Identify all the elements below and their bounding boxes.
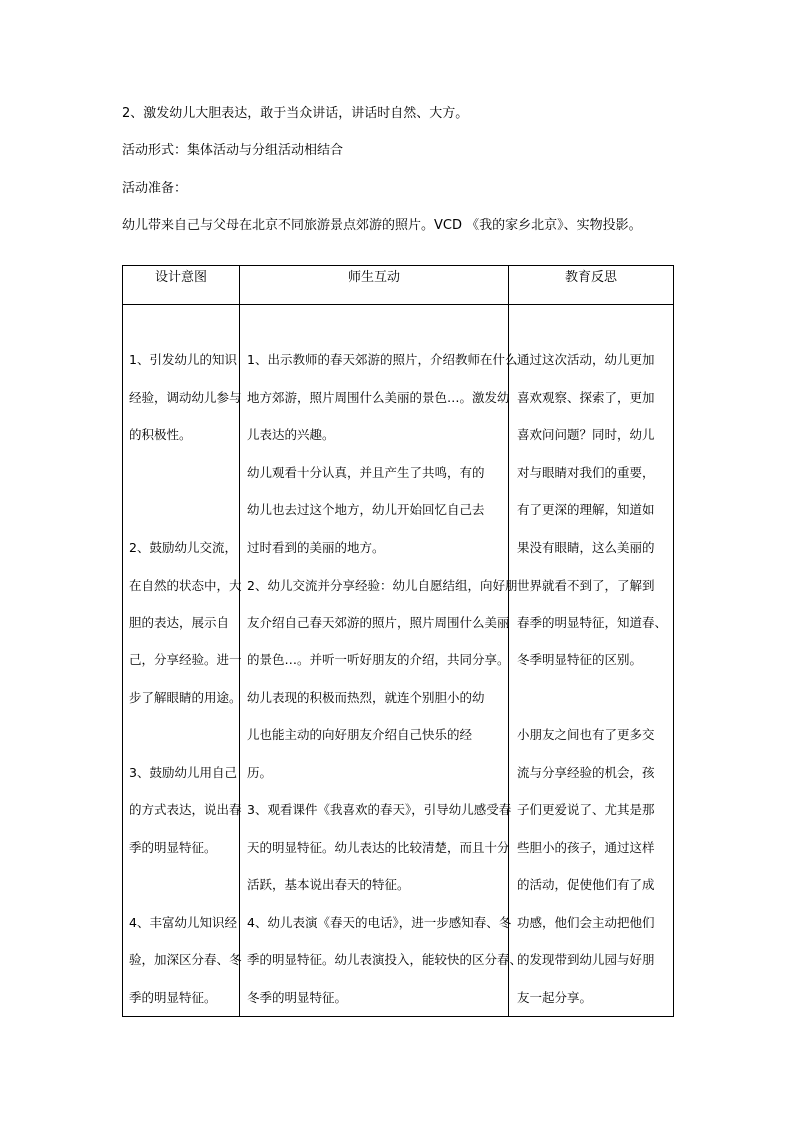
reflection-line: 世界就看不到了，了解到 (517, 578, 655, 593)
interaction-line: 幼儿观看十分认真，并且产生了共鸣，有的 (247, 465, 485, 480)
table-body-row (123, 305, 674, 1017)
reflection-line: 冬季明显特征的区别。 (517, 652, 643, 667)
interaction-line: 幼儿表现的积极而热烈，就连个别胆小的幼 (247, 690, 485, 705)
goal-paragraph: 2、激发幼儿大胆表达，敢于当众讲话，讲话时自然、大方。 (122, 106, 469, 121)
intent-line: 步了解眼睛的用途。 (129, 690, 242, 705)
reflection-line: 有了更深的理解，知道如 (517, 502, 655, 517)
reflection-line: 春季的明显特征，知道春、 (517, 615, 668, 630)
reflection-line: 的发现带到幼儿园与好朋 (517, 952, 655, 967)
intent-line: 4、丰富幼儿知识经 (129, 915, 237, 930)
interaction-line: 1、出示教师的春天郊游的照片，介绍教师在什么 (247, 352, 518, 367)
interaction-line: 地方郊游，照片周围什么美丽的景色…。激发幼 (247, 390, 510, 405)
interaction-line: 4、幼儿表演《春天的电话》，进一步感知春、冬 (247, 915, 512, 930)
interaction-line: 友介绍自己春天郊游的照片，照片周围什么美丽 (247, 615, 510, 630)
interaction-line: 冬季的明显特征。 (247, 990, 348, 1005)
intent-line: 2、鼓励幼儿交流， (129, 540, 237, 555)
reflection-line: 流与分享经验的机会，孩 (517, 765, 655, 780)
interaction-line: 幼儿也去过这个地方，幼儿开始回忆自己去 (247, 502, 485, 517)
intent-line: 的积极性。 (129, 427, 192, 442)
preparation-heading: 活动准备： (122, 181, 188, 196)
reflection-cell (509, 305, 674, 1017)
interaction-line: 天的明显特征。幼儿表达的比较清楚，而且十分 (247, 840, 510, 855)
table-header-row (123, 266, 674, 305)
interaction-line: 季的明显特征。幼儿表演投入，能较快的区分春、 (247, 952, 523, 967)
reflection-line: 小朋友之间也有了更多交 (517, 727, 655, 742)
lesson-plan-table (122, 265, 674, 1017)
design-intent-cell (123, 305, 240, 1017)
header-education-reflection: 教育反思 (509, 266, 674, 305)
interaction-line: 3、观看课件《我喜欢的春天》，引导幼儿感受春 (247, 802, 512, 817)
intent-line: 经验，调动幼儿参与 (129, 390, 242, 405)
intent-line: 的方式表达，说出春 (129, 802, 242, 817)
activity-format: 活动形式：集体活动与分组活动相结合 (122, 143, 344, 158)
header-teacher-student-interaction: 师生互动 (240, 266, 509, 305)
intent-line: 1、引发幼儿的知识 (129, 352, 237, 367)
interaction-line: 儿也能主动的向好朋友介绍自己快乐的经 (247, 727, 473, 742)
reflection-line: 功感，他们会主动把他们 (517, 915, 655, 930)
intent-line: 验，加深区分春、冬 (129, 952, 242, 967)
interaction-line: 的景色…。并听一听好朋友的介绍，共同分享。 (247, 652, 510, 667)
interaction-line: 过时看到的美丽的地方。 (247, 540, 385, 555)
intent-line: 季的明显特征。 (129, 840, 217, 855)
reflection-line: 对与眼睛对我们的重要， (517, 465, 655, 480)
intent-line: 3、鼓励幼儿用自己 (129, 765, 237, 780)
reflection-line: 果没有眼睛，这么美丽的 (517, 540, 655, 555)
reflection-line: 通过这次活动，幼儿更加 (517, 352, 655, 367)
reflection-line: 子们更爱说了、尤其是那 (517, 802, 655, 817)
intent-line: 季的明显特征。 (129, 990, 217, 1005)
interaction-line: 历。 (247, 765, 273, 780)
interaction-line: 活跃，基本说出春天的特征。 (247, 877, 410, 892)
intent-line: 胆的表达，展示自 (129, 615, 230, 630)
reflection-line: 喜欢观察、探索了，更加 (517, 390, 655, 405)
interaction-line: 儿表达的兴趣。 (247, 427, 335, 442)
reflection-line: 友一起分享。 (517, 990, 593, 1005)
intent-line: 在自然的状态中，大 (129, 578, 242, 593)
preparation-details: 幼儿带来自己与父母在北京不同旅游景点郊游的照片。VCD 《我的家乡北京》、实物投影。 (122, 218, 642, 233)
reflection-line: 的活动，促使他们有了成 (517, 877, 655, 892)
interaction-cell (240, 305, 523, 1017)
reflection-line: 些胆小的孩子，通过这样 (517, 840, 655, 855)
interaction-line: 2、幼儿交流并分享经验：幼儿自愿结组，向好朋 (247, 578, 518, 593)
header-design-intent: 设计意图 (123, 266, 240, 305)
reflection-line: 喜欢问问题？同时，幼儿 (517, 427, 655, 442)
intent-line: 己，分享经验。进一 (129, 652, 242, 667)
